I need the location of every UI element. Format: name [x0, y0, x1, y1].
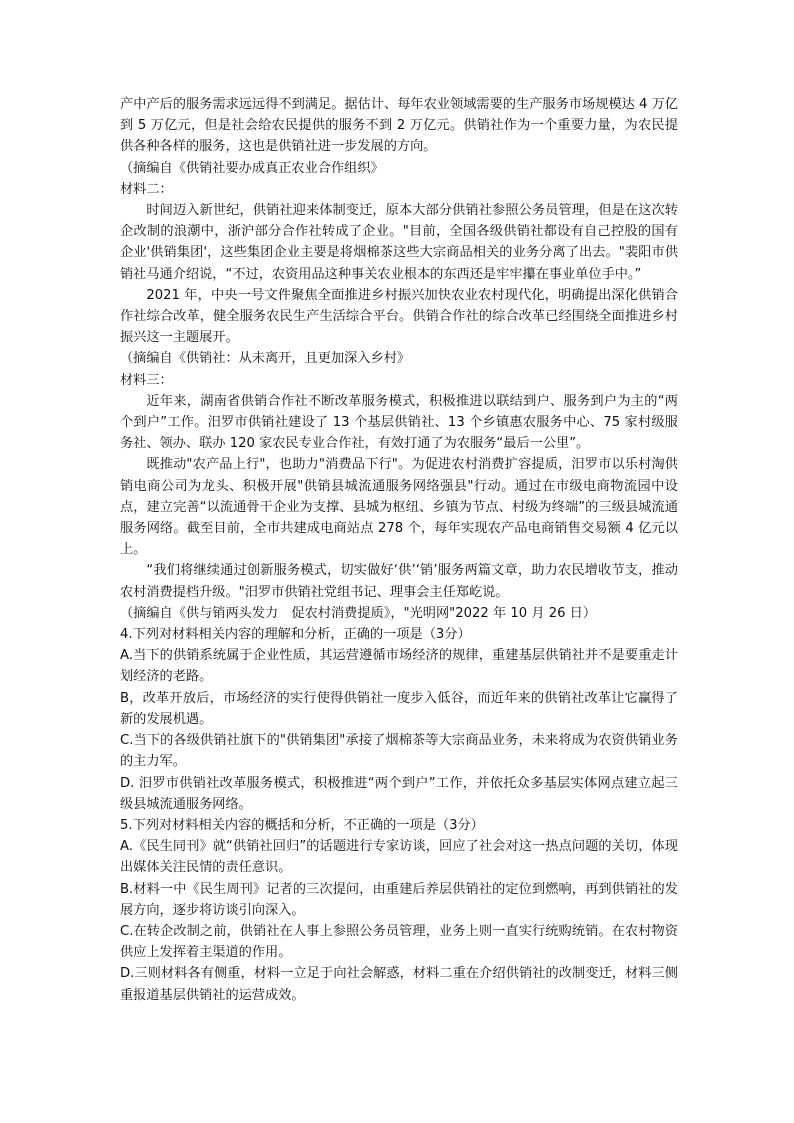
question4-option-c: C.当下的各级供销社旗下的"供销集团"承接了烟棉茶等大宗商品业务，未来将成为农资供销业务的主力军。 — [120, 733, 678, 770]
question5-option-d: D.三则材料各有侧重，材料一立足于向社会解惑，材料二重在介绍供销社的改制变迁，材料三侧重报道基层供销社的运营成效。 — [120, 966, 678, 1003]
material3-source: （摘编自《供与销两头发力 促农村消费提质》，"光明网"2022 年 10 月 26 日） — [120, 605, 597, 621]
question4-stem: 4.下列对材料相关内容的理解和分析，正确的一项是（3分） — [120, 627, 471, 643]
question4-option-b: B，改革开放后，市场经济的实行使得供销社一度步入低谷，而近年来的供销社改革让它赢得了新的发展机遇。 — [120, 690, 678, 727]
material3-para1: 近年来，湖南省供销合作社不断改革服务模式，积极推进以联结到户、服务到户为主的“两个到户”工作。汨罗市供销社建设了 13 个基层供销社、13 个乡镇惠农服务中心、75 家村级服务社、领办、联办 120 家农民专业合作社，有效打通了为农服务“最后一公里”。 — [120, 393, 678, 452]
material3-para2: 既推动"农产品上行"，也助力"消费品下行"。为促进农村消费扩容提质，汨罗市以乐村淘供销电商公司为龙头、积极开展"供销县城流通服务网络强县"行动。通过在市级电商物流园中设点，建立完善“以流通骨干企业为支撑、县城为枢纽、乡镇为节点、村级为终端”的三级县城流通服务网络。截至目前，全市共建成电商站点 278 个，每年实现农产品电商销售交易额 4 亿元以上。 — [120, 457, 678, 558]
question5-stem: 5.下列对材料相关内容的概括和分析，不正确的一项是（3分） — [120, 817, 484, 833]
question4-option-d: D. 汨罗市供销社改革服务模式，积极推进“两个到户”工作，并依托众多基层实体网点建立起三级县城流通服务网络。 — [120, 775, 678, 812]
question5-option-a: A.《民生同刊》就“供销社回归”的话题进行专家访谈，回应了社会对这一热点问题的关切，体现出媒体关注民情的责任意识。 — [120, 839, 678, 876]
question4-option-a: A.当下的供销系统属于企业性质，其运营遵循市场经济的规律，重建基层供销社并不是要重走计划经济的老路。 — [120, 648, 678, 685]
material2-para1: 时间迈入新世纪，供销社迎来体制变迁，原本大部分供销社参照公务员管理，但是在这次转企改制的浪潮中，浙沪部分合作社转成了企业。"目前，全国各级供销社都设有自己控股的国有企业'供销集团'，这些集团企业主要是将烟棉茶这些大宗商品相关的业务分离了出去。"裴阳市供销社马通介绍说，“不过，农资用品这种事关农业根本的东西还是牢牢攥在事业单位手中。” — [120, 203, 678, 282]
material3-label: 材料三： — [120, 372, 173, 388]
question5-option-c: C.在转企改制之前，供销社在人事上参照公务员管理，业务上则一直实行统购统销。在农村物资供应上发挥着主渠道的作用。 — [120, 923, 678, 961]
material2-source: （摘编自《供销社：从未离开，且更加深入乡村》 — [120, 351, 411, 367]
material1-tail: 产中产后的服务需求远远得不到满足。据估计、每年农业领域需要的生产服务市场规模达 4 万亿到 5 万亿元，但是社会给农民提供的服务不到 2 万亿元。供销社作为一个重要力量，为农民提供各种各样的服务，这也是供销社进一步发展的方向。 — [120, 97, 678, 155]
material3-para3: “我们将继续通过创新服务模式，切实做好‘供’‘销’服务两篇文章，助力农民增收节支，推动农村消费提档升级。"汨罗市供销社党组书记、理事会主任郑屹说。 — [120, 563, 678, 600]
material2-label: 材料二： — [120, 181, 173, 197]
material2-para2: 2021 年，中央一号文件聚焦全面推进乡村振兴加快农业农村现代化，明确提出深化供销合作社综合改革，健全服务农民生产生活综合平台。供销合作社的综合改革已经围绕全面推进乡村振兴这一主题展开。 — [120, 287, 678, 346]
question5-option-b: B.材料一中《民生周刊》记者的三次提问，由重建后养层供销社的定位到燃响，再到供销社的发展方向，逐步将访谈引向深入。 — [120, 881, 678, 918]
document-page — [120, 94, 678, 1006]
material1-source: （摘编自《供销社要办成真正农业合作组织》 — [120, 160, 384, 176]
